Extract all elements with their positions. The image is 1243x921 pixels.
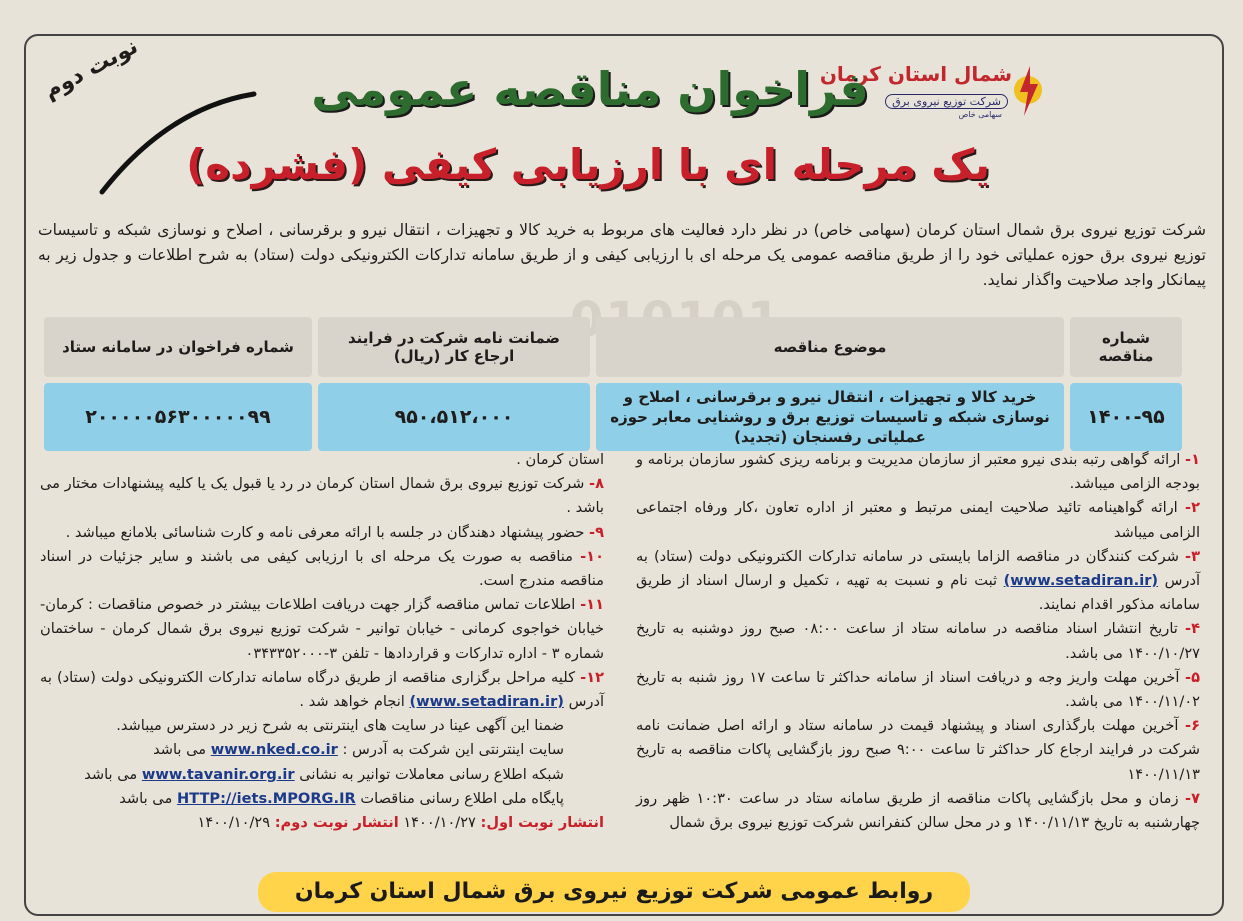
site-line: سایت اینترنتی این شرکت به آدرس : www.nked.co.ir می باشد [153,741,564,759]
list-item: ۱۱- اطلاعات تماس مناقصه گزار جهت دریافت اطلاعات بیشتر در خصوص مناقصات : کرمان- خیابان خواجوی کرمانی - خیابان توانیر - شرکت توزیع نیروی برق شمال کرمان - ساختمان شماره ۳ - اداره تدارکات و قراردادها - تلفن ۳-۰۳۴۳۳۵۲۰۰۰ [40,596,604,662]
list-item: ۲- ارائه گواهینامه تائید صلاحیت ایمنی مرتبط و معتبر از اداره تعاون ،کار ورفاه اجتماعی الزامی میباشد [636,499,1201,541]
list-item: ۱- ارائه گواهی رتبه بندی نیرو معتبر از سازمان مدیریت و برنامه ریزی کشور سازمان برنامه و بودجه الزامی میباشد. [636,451,1200,493]
site-line: پایگاه ملی اطلاع رسانی مناقصات HTTP://iets.MPORG.IR می باشد [119,789,564,807]
sub-title: یک مرحله ای با ارزیابی کیفی (فشرده) [186,140,990,189]
list-item: ۱۰- مناقصه به صورت یک مرحله ای با ارزیابی کیفی می باشند و سایر جزئیات در اسناد مناقصه مندرج است. [40,547,604,590]
table-row [44,383,1182,451]
lightning-logo-icon [1010,60,1046,120]
table-header-row [44,317,1182,377]
logo-tag: سهامی خاص [958,110,1002,119]
conditions-right-column [636,448,1200,835]
header-guarantee: ضمانت نامه شرکت در فرایند ارجاع کار (ریال) [318,317,590,377]
header-tender-number: شماره مناقصه [1070,317,1182,377]
mporg-link[interactable]: HTTP://iets.MPORG.IR [176,789,356,807]
list-item-continuation: استان کرمان . [516,451,604,468]
conditions-left-column [40,448,604,835]
list-item: ۶- آخرین مهلت بارگذاری اسناد و پیشنهاد قیمت در سامانه ستاد و ارائه اصل ضمانت نامه شرکت در فرایند ارجاع کار حداکثر تا ساعت ۹:۰۰ صبح روز بازگشایی پاکات مناقصه به تاریخ ۱۴۰۰/۱۱/۱۳ [636,717,1200,783]
list-item: ۱۲- کلیه مراحل برگزاری مناقصه از طریق درگاه سامانه تدارکات الکترونیکی دولت (ستاد) به آدرس (www.setadiran.ir) انجام خواهد شد . [40,668,605,711]
list-item: ۸- شرکت توزیع نیروی برق شمال استان کرمان در رد یا قبول یک یا کلیه پیشنهادات مختار می باشد . [40,475,605,517]
site-line: شبکه اطلاع رسانی معاملات توانیر به نشانی www.tavanir.org.ir می باشد [84,765,564,783]
main-title: فراخوان مناقصه عمومی [311,62,869,116]
list-item: ۵- آخرین مهلت واریز وجه و دریافت اسناد از سامانه حداکثر تا ساعت ۱۷ روز شنبه به تاریخ ۱۴۰۰/۱۱/۰۲ می باشد. [636,668,1201,711]
tender-table [38,311,1188,457]
public-relations-footer: روابط عمومی شرکت توزیع نیروی برق شمال استان کرمان [258,872,970,912]
publication-dates: انتشار نوبت اول: ۱۴۰۰/۱۰/۲۷ انتشار نوبت دوم: ۱۴۰۰/۱۰/۲۹ [197,814,604,832]
cell-tender-subject: خرید کالا و تجهیزات ، انتقال نیرو و برقرسانی ، اصلاح و نوسازی شبکه و تاسیسات توزیع برق و روشنایی معابر حوزه عملیاتی رفسنجان (تجدید) [596,383,1064,451]
cell-guarantee: ۹۵۰،۵۱۲،۰۰۰ [318,383,590,451]
nked-link[interactable]: www.nked.co.ir [210,741,338,759]
notice-line: ضمنا این آگهی عینا در سایت های اینترنتی به شرح زیر در دسترس میباشد. [116,717,564,735]
header-tender-subject: موضوع مناقصه [596,317,1064,377]
cell-call-number: ۲۰۰۰۰۰۵۶۳۰۰۰۰۰۹۹ [44,383,312,451]
logo-wordmark: شمال استان کرمان [819,62,1012,86]
logo-subtitle: شرکت توزیع نیروی برق [885,94,1008,109]
cell-tender-number: ۱۴۰۰-۹۵ [1070,383,1182,451]
list-item: ۹- حضور پیشنهاد دهندگان در جلسه با ارائه معرفی نامه و کارت شناسائی بلامانع میباشد . [65,523,604,541]
setadiran-link[interactable]: (www.setadiran.ir) [409,693,564,711]
second-round-badge: نوبت دوم [40,33,143,105]
setadiran-link[interactable]: (www.setadiran.ir) [1003,572,1159,590]
header-call-number: شماره فراخوان در سامانه ستاد [44,317,312,377]
intro-paragraph: شرکت توزیع نیروی برق شمال استان کرمان (سهامی خاص) در نظر دارد فعالیت های مربوط به خرید کالا و تجهیزات ، انتقال نیرو و برقرسانی ، اصلاح و نوسازی شبکه و تاسیسات توزیع نیروی برق حوزه عملیاتی خود را از طریق مناقصه عمومی یک مرحله ای با ارزیابی کیفی و از طریق سامانه تدارکات الکترونیکی دولت (ستاد) به شرح اطلاعات و جدول زیر به پیمانکار واجد صلاحیت واگذار نماید. [38,221,1206,289]
company-logo [819,60,1046,128]
list-item: ۴- تاریخ انتشار اسناد مناقصه در سامانه ستاد از ساعت ۰۸:۰۰ صبح روز دوشنبه به تاریخ ۱۴۰۰/۱۰/۲۷ می باشد. [636,620,1201,662]
list-item: ۳- شرکت کنندگان در مناقصه الزاما بایستی در سامانه تدارکات الکترونیکی دولت (ستاد) به آدرس (www.setadiran.ir) ثبت نام و نسبت به تهیه ، تکمیل و ارسال اسناد از طریق سامانه مذکور اقدام نمایند. [636,547,1201,614]
list-item: ۷- زمان و محل بازگشایی پاکات مناقصه از طریق سامانه ستاد در ساعت ۱۰:۳۰ ظهر روز چهارشنبه به تاریخ ۱۴۰۰/۱۱/۱۳ و در محل سالن کنفرانس شرکت توزیع نیروی برق شمال [636,789,1200,832]
tavanir-link[interactable]: www.tavanir.org.ir [141,765,295,783]
